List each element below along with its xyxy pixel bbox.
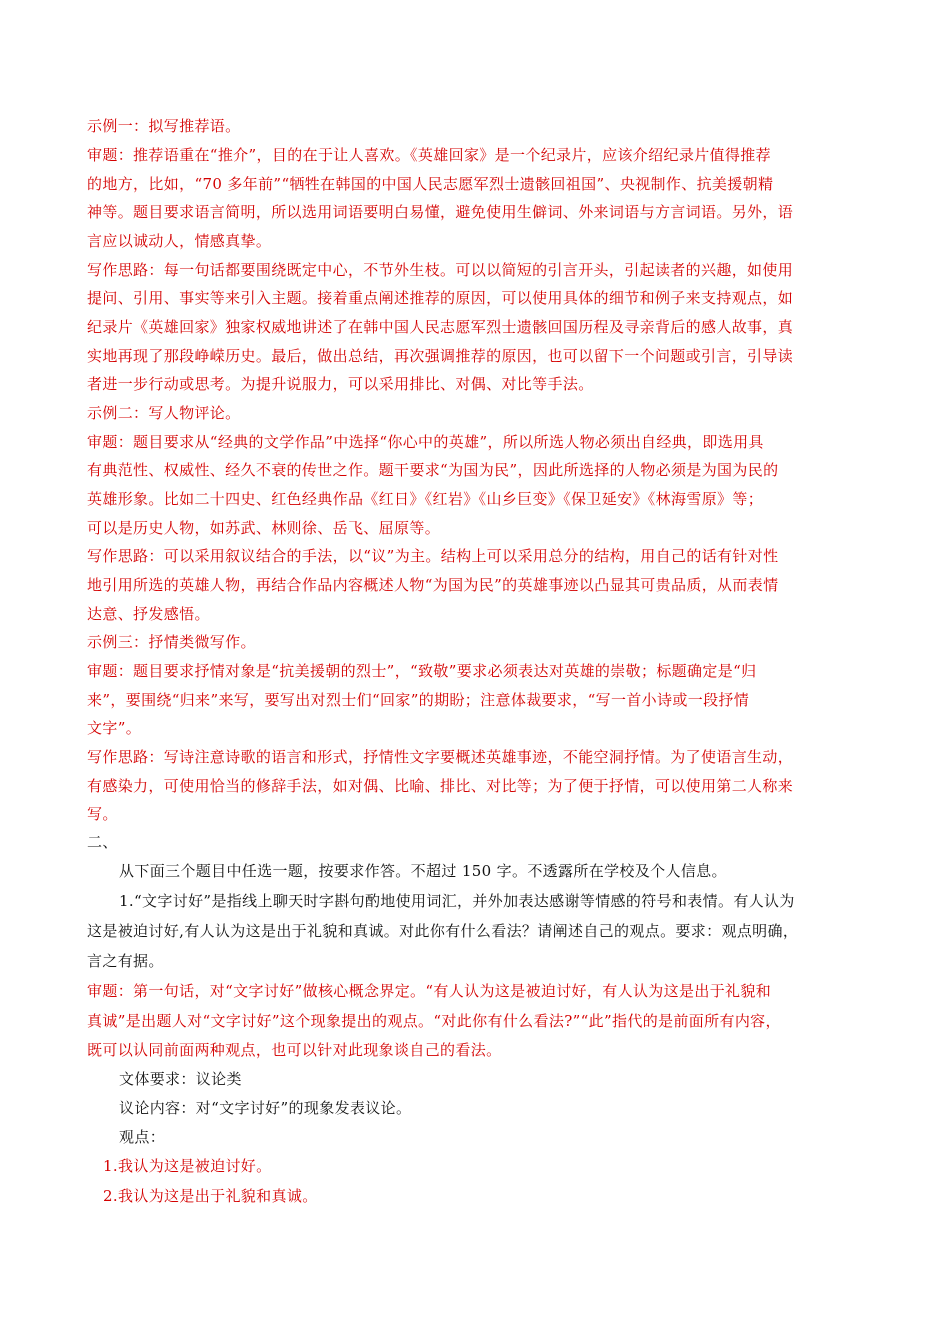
text-line: 写作思路：可以采用叙议结合的手法，以“议”为主。结构上可以采用总分的结构，用自己的话有针对性 — [87, 547, 779, 565]
example-2-heading: 示例二：写人物评论。 — [87, 404, 241, 422]
question-1: 1.“文字讨好”是指线上聊天时字斟句酌地使用词汇，并外加表达感谢等情感的符号和表情。有人认为 — [119, 892, 795, 910]
discussion-content: 议论内容：对“文字讨好”的现象发表议论。 — [119, 1099, 412, 1117]
text-line: 达意、抒发感悟。 — [87, 605, 210, 623]
text-line: 地引用所选的英雄人物，再结合作品内容概述人物“为国为民”的英雄事迹以凸显其可贵品质，从而表情 — [87, 576, 779, 594]
text-line: 写。 — [87, 805, 118, 823]
question-instruction: 从下面三个题目中任选一题，按要求作答。不超过 150 字。不透露所在学校及个人信息。 — [119, 862, 727, 880]
question-1: 言之有据。 — [87, 952, 164, 970]
text-line: 可以是历史人物，如苏武、林则徐、岳飞、屈原等。 — [87, 519, 441, 537]
question-1: 这是被迫讨好,有人认为这是出于礼貌和真诚。对此你有什么看法？请阐述自己的观点。要求：观点明确， — [87, 922, 799, 940]
viewpoint-label: 观点： — [119, 1128, 166, 1146]
example-1-heading: 示例一：拟写推荐语。 — [87, 117, 241, 135]
text-line: 的地方，比如，“70 多年前”“牺牲在韩国的中国人民志愿军烈士遗骸回祖国”、央视制作、抗美援朝精 — [87, 175, 774, 193]
section-two-heading: 二、 — [87, 833, 118, 851]
text-line: 写作思路：写诗注意诗歌的语言和形式，抒情性文字要概述英雄事迹，不能空洞抒情。为了使语言生动， — [87, 748, 794, 766]
text-line: 写作思路：每一句话都要围绕既定中心，不节外生枝。可以以简短的引言开头，引起读者的兴趣，如使用 — [87, 261, 794, 279]
genre-requirement: 文体要求：议论类 — [119, 1070, 242, 1088]
text-line: 有感染力，可使用恰当的修辞手法，如对偶、比喻、排比、对比等；为了便于抒情，可以使用第二人称来 — [87, 777, 794, 795]
text-line: 纪录片《英雄回家》独家权威地讲述了在韩中国人民志愿军烈士遗骸回国历程及寻亲背后的感人故事，真 — [87, 318, 794, 336]
text-line: 审题：推荐语重在“推介”，目的在于让人喜欢。《英雄回家》是一个纪录片，应该介绍纪录片值得推荐 — [87, 146, 771, 164]
text-line: 者进一步行动或思考。为提升说服力，可以采用排比、对偶、对比等手法。 — [87, 375, 594, 393]
viewpoint-1: 1.我认为这是被迫讨好。 — [103, 1157, 272, 1175]
text-line: 神等。题目要求语言简明，所以选用词语要明白易懂，避免使用生僻词、外来词语与方言词语。另外，语 — [87, 203, 794, 221]
analysis-line: 真诚”是出题人对“文字讨好”这个现象提出的观点。“对此你有什么看法?”“此”指代的是前面所有内容， — [87, 1012, 781, 1030]
text-line: 言应以诚动人，情感真挚。 — [87, 232, 272, 250]
text-line: 审题：题目要求抒情对象是“抗美援朝的烈士”，“致敬”要求必须表达对英雄的崇敬；标题确定是“归 — [87, 662, 757, 680]
text-line: 提问、引用、事实等来引入主题。接着重点阐述推荐的原因，可以使用具体的细节和例子来支持观点，如 — [87, 289, 794, 307]
text-line: 英雄形象。比如二十四史、红色经典作品《红日》《红岩》《山乡巨变》《保卫延安》《林海雪原》等； — [87, 490, 764, 508]
analysis-line: 既可以认同前面两种观点，也可以针对此现象谈自己的看法。 — [87, 1041, 502, 1059]
text-line: 实地再现了那段峥嵘历史。最后，做出总结，再次强调推荐的原因，也可以留下一个问题或引言，引导读 — [87, 347, 794, 365]
text-line: 来”，要围绕“归来”来写，要写出对烈士们“回家”的期盼；注意体裁要求，“写一首小诗或一段抒情 — [87, 691, 750, 709]
text-line: 审题：题目要求从“经典的文学作品”中选择“你心中的英雄”，所以所选人物必须出自经典，即选用具 — [87, 433, 764, 451]
analysis-line: 审题：第一句话，对“文字讨好”做核心概念界定。“有人认为这是被迫讨好，有人认为这是出于礼貌和 — [87, 982, 772, 1000]
text-line: 文字”。 — [87, 719, 142, 737]
example-3-heading: 示例三：抒情类微写作。 — [87, 633, 256, 651]
text-line: 有典范性、权威性、经久不衰的传世之作。题干要求“为国为民”，因此所选择的人物必须是为国为民的 — [87, 461, 779, 479]
viewpoint-2: 2.我认为这是出于礼貌和真诚。 — [103, 1187, 318, 1205]
